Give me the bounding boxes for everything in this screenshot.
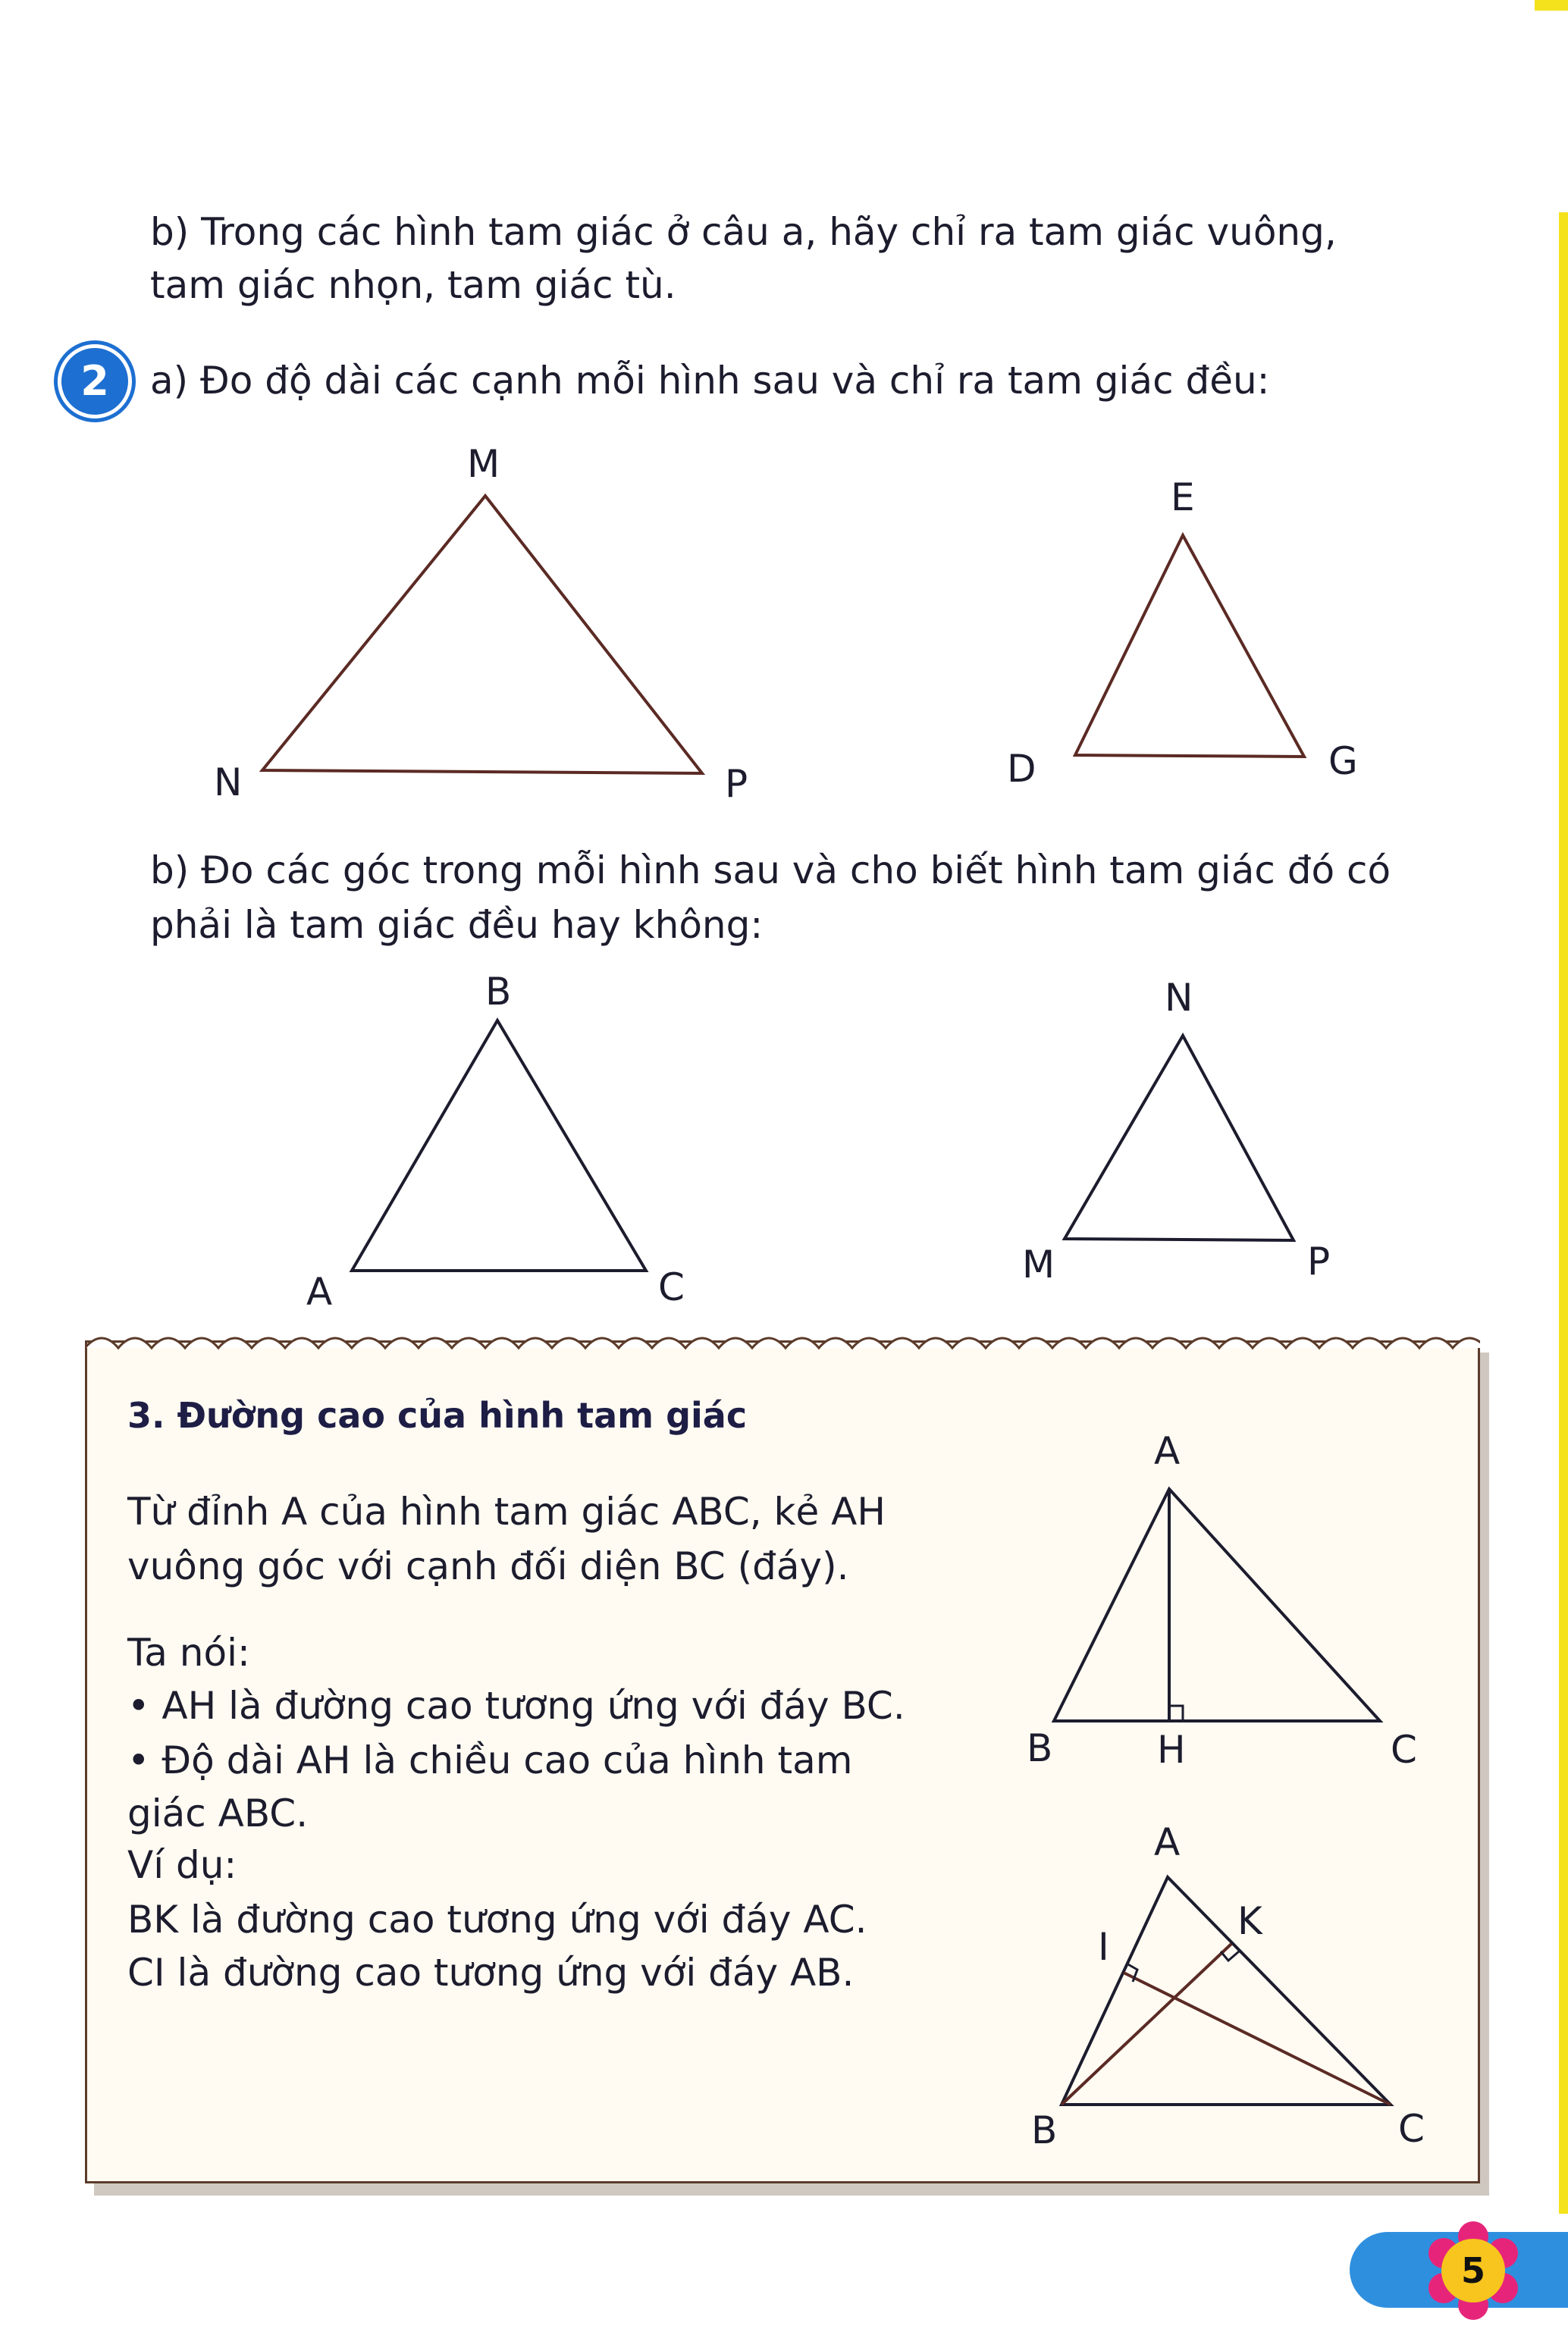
triangle-abc-figure bbox=[1062, 1877, 1391, 2105]
label-e-top: E bbox=[1171, 475, 1195, 519]
section-3-bullet-2-cont: giác ABC. bbox=[127, 1791, 309, 1835]
section-3-line-1: Từ đỉnh A của hình tam giác ABC, kẻ AH bbox=[127, 1490, 886, 1534]
exercise-number-badge: 2 bbox=[58, 344, 132, 418]
fig2-label-i: I bbox=[1098, 1925, 1109, 1969]
fig2-label-b: B bbox=[1031, 2108, 1058, 2152]
exercise-2a-text: a) Đo độ dài các cạnh mỗi hình sau và chỉ ra tam giác đều: bbox=[150, 359, 1270, 403]
part-b-line-2: tam giác nhọn, tam giác tù. bbox=[150, 263, 676, 307]
label-n-top: N bbox=[1165, 976, 1193, 1020]
fig1-label-c: C bbox=[1391, 1728, 1417, 1772]
altitude-ci bbox=[1124, 1973, 1391, 2105]
label-c-right: C bbox=[658, 1265, 685, 1309]
label-a-left: A bbox=[306, 1270, 333, 1314]
label-p-right-2: P bbox=[1307, 1240, 1331, 1284]
label-n-left: N bbox=[214, 760, 243, 804]
page-number: 5 bbox=[1460, 2250, 1485, 2291]
triangle-abh-figure bbox=[1054, 1489, 1380, 1721]
bullet-2-text: Độ dài AH là chiều cao của hình tam bbox=[162, 1738, 853, 1782]
label-d-left: D bbox=[1007, 747, 1036, 791]
bullet-1-text: AH là đường cao tương ứng với đáy BC. bbox=[162, 1684, 905, 1728]
section-3-example-label: Ví dụ: bbox=[127, 1843, 237, 1887]
section-3-example-2: CI là đường cao tương ứng với đáy AB. bbox=[127, 1951, 855, 1995]
exercise-2b-line-1: b) Đo các góc trong mỗi hình sau và cho biết hình tam giác đó có bbox=[150, 848, 1391, 892]
fig2-label-a: A bbox=[1154, 1820, 1181, 1864]
fig1-label-b: B bbox=[1027, 1726, 1053, 1770]
label-m-top: M bbox=[467, 442, 500, 486]
exercise-2b-line-2: phải là tam giác đều hay không: bbox=[150, 903, 764, 947]
section-3-bullet-1: • AH là đường cao tương ứng với đáy BC. bbox=[127, 1684, 905, 1728]
label-g-right: G bbox=[1328, 739, 1358, 783]
section-3-example-1: BK là đường cao tương ứng với đáy AC. bbox=[127, 1898, 867, 1942]
section-3-bullet-2: • Độ dài AH là chiều cao của hình tam bbox=[127, 1738, 853, 1782]
part-b-line-1: b) Trong các hình tam giác ở câu a, hãy chỉ ra tam giác vuông, bbox=[150, 210, 1337, 254]
fig2-label-c: C bbox=[1398, 2107, 1425, 2151]
section-3-title: 3. Đường cao của hình tam giác bbox=[127, 1395, 748, 1436]
right-angle-mark-h bbox=[1169, 1706, 1183, 1721]
fig1-label-h: H bbox=[1157, 1728, 1186, 1772]
altitude-bk bbox=[1062, 1944, 1231, 2105]
fig1-label-a: A bbox=[1154, 1429, 1181, 1473]
section-3-ta-noi: Ta nói: bbox=[127, 1631, 250, 1675]
label-m-left: M bbox=[1022, 1243, 1055, 1287]
fig2-label-k: K bbox=[1237, 1899, 1262, 1943]
label-b-top: B bbox=[485, 970, 512, 1014]
label-p-right: P bbox=[725, 762, 748, 806]
section-3-line-2: vuông góc với cạnh đối diện BC (đáy). bbox=[127, 1544, 849, 1588]
